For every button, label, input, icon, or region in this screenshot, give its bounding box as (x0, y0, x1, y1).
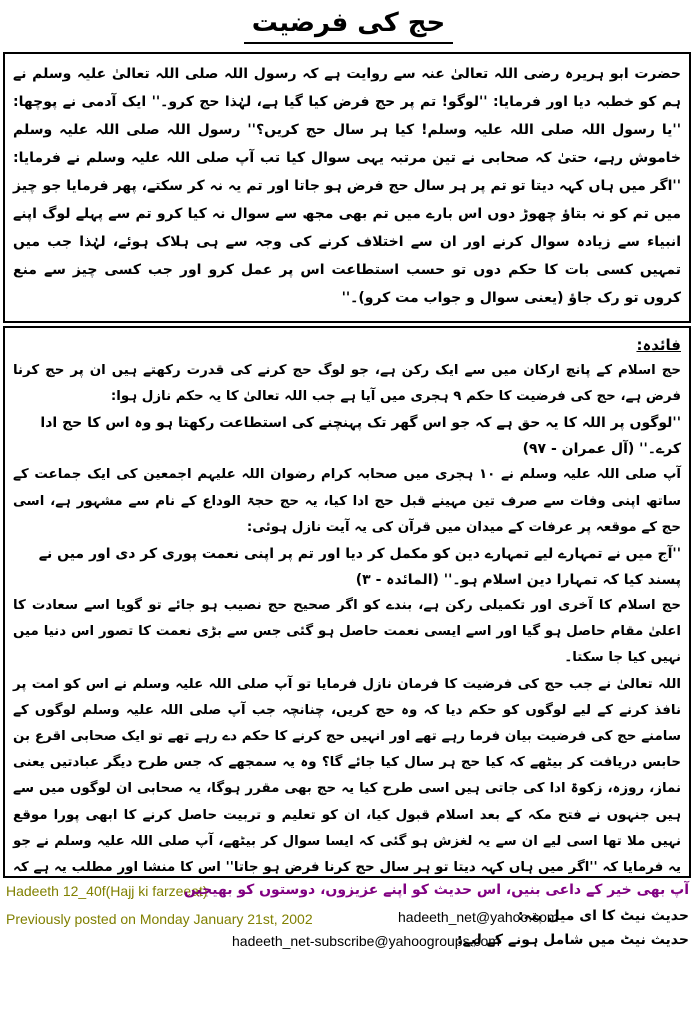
benefit-paragraph-4: اللہ تعالیٰ نے جب حج کی فرضیت کا فرمان نازل فرمایا تو آپ صلی اللہ علیہ وسلم نے اس کو امت پر نافذ کرنے کے لیے لوگوں کو حکم دیا کہ وہ حج کریں، چنانچہ جب آپ صلی اللہ علیہ وسلم لوگوں کے سامنے حج کی فرضیت بیان فرما رہے تھے اور انہیں حج کرنے کا حکم دے رہے تھے تو ایک صحابی اقرع بن حابس دریافت کر بیٹھے کہ کیا حج ہر سال کیا جائے گا؟ وہ یہ سمجھے کہ جس طرح دیگر عبادتیں یعنی نماز، روزہ، زکوۃ ادا کی جاتی ہیں اسی طرح کیا یہ حج بھی مقرر ہوگا، یہ صحابی ان لوگوں میں سے ہیں جنہوں نے فتح مکہ کے بعد اسلام قبول کیا، ان کو تعلیم و تربیت حاصل کرنے کا ابھی پورا موقع نہیں ملا تھا اسی لیے ان سے یہ لغزش ہو گئی کہ ایسا سوال کر بیٹھے، آپ صلی اللہ علیہ وسلم نے جو یہ فرمایا کہ ''اگر میں ہاں کہہ دیتا تو ہر سال حج کرنا فرض ہو جاتا'' اس کا منشا اور مطلب یہ ہے کہ (13, 676, 681, 876)
posted-date: Previously posted on Monday January 21st, 2002 (6, 911, 313, 927)
benefit-paragraph-3: حج اسلام کا آخری اور تکمیلی رکن ہے، بندے کو اگر صحیح حج نصیب ہو جائے تو گویا اسے سعادت کا اعلیٰ مقام حاصل ہو گیا اور اسے ایسی نعمت حاصل ہو گئی جس سے بڑی نعمت کا تصور اس دنیا میں نہیں کیا جا سکتا۔ (13, 598, 681, 666)
subscribe-label: حدیث نیٹ میں شامل ہونے کے لیے: (456, 932, 689, 948)
hadith-text: حضرت ابو ہریرہ رضی اللہ تعالیٰ عنہ سے روایت ہے کہ رسول اللہ صلی اللہ تعالیٰ علیہ وسلم نے ہم کو خطبہ دیا اور فرمایا: ''لوگو! تم پر حج فرض کیا گیا ہے، لہٰذا حج کرو۔'' ایک آدمی نے پوچھا: ''یا رسول اللہ صلی اللہ علیہ وسلم! کیا ہر سال حج کریں؟'' رسول اللہ صلی اللہ علیہ وسلم خاموش رہے، حتیٰ کہ صحابی نے تین مرتبہ یہی سوال کیا تب آپ صلی اللہ علیہ وسلم نے فرمایا: ''اگر میں ہاں کہہ دیتا تو تم پر ہر سال حج فرض ہو جاتا اور تم یہ نہ کر سکتے، پھر فرمایا جو چیز میں تم کو نہ بتاؤ چھوڑ دوں اس بارے میں تم بھی مجھ سے سوال نہ کیا کرو تم سے پہلے لوگ اپنے انبیاء سے زیادہ سوال کرنے اور ان سے اختلاف کرنے کی وجہ سے ہی ہلاک ہوئے، لہٰذا جب میں تمہیں کسی بات کا حکم دوں تو حسب استطاعت اس پر عمل کرو اور جب کسی چیز سے منع کروں تو رک جاؤ (یعنی سوال و جواب مت کرو)۔'' (13, 66, 681, 306)
quran-quote-2: ''آج میں نے تمہارے لیے تمہارے دین کو مکمل کر دیا اور تم پر اپنی نعمت پوری کر دی اور میں نے پسند کیا کہ تمہارا دین اسلام ہو۔'' (المائدہ - ۳) (38, 546, 681, 589)
mail-label: حدیث نیٹ کا ای میل پتہ: (517, 908, 689, 924)
subscribe-address-link[interactable]: hadeeth_net-subscribe@yahoogroups.com (232, 933, 500, 949)
mail-address-link[interactable]: hadeeth_net@yahoo.com (398, 909, 559, 925)
hadith-reference (13, 320, 681, 323)
hadeeth-id: Hadeeth 12_40f(Hajj ki farzeeat) (6, 883, 208, 899)
footer (0, 880, 697, 1014)
benefit-heading: فائدہ: (636, 336, 681, 354)
page-title: حج کی فرضیت (244, 6, 453, 44)
benefit-paragraph-1: حج اسلام کے پانچ ارکان میں سے ایک رکن ہے، جو لوگ حج کرنے کی قدرت رکھتے ہیں ان پر حج کرنا فرض ہے، حج کی فرضیت کا حکم ۹ ہجری میں آیا ہے جب اللہ تعالیٰ کا یہ حکم نازل ہوا: (13, 363, 681, 405)
title-row (0, 6, 697, 44)
hadith-box (3, 52, 691, 323)
share-note: آپ بھی خیر کے داعی بنیں، اس حدیث کو اپنے عزیزوں، دوستوں کو بھیجیں (183, 882, 689, 898)
benefit-box (3, 326, 691, 878)
benefit-paragraph-2: آپ صلی اللہ علیہ وسلم نے ۱۰ ہجری میں صحابہ کرام رضوان اللہ علیہم اجمعین کی ایک جماعت کے ساتھ اپنی وفات سے صرف تین مہینے قبل حج ادا کیا، یہ حج حجۃ الوداع کے نام سے مشہور ہے، اسی حج کے موقعہ پر عرفات کے میدان میں قرآن کی یہ آیت نازل ہوئی: (13, 467, 681, 535)
quran-quote-1: ''لوگوں پر اللہ کا یہ حق ہے کہ جو اس گھر تک پہنچنے کی استطاعت رکھتا ہو وہ اس کا حج ادا کرے۔'' (آل عمران - ۹۷) (40, 415, 681, 458)
